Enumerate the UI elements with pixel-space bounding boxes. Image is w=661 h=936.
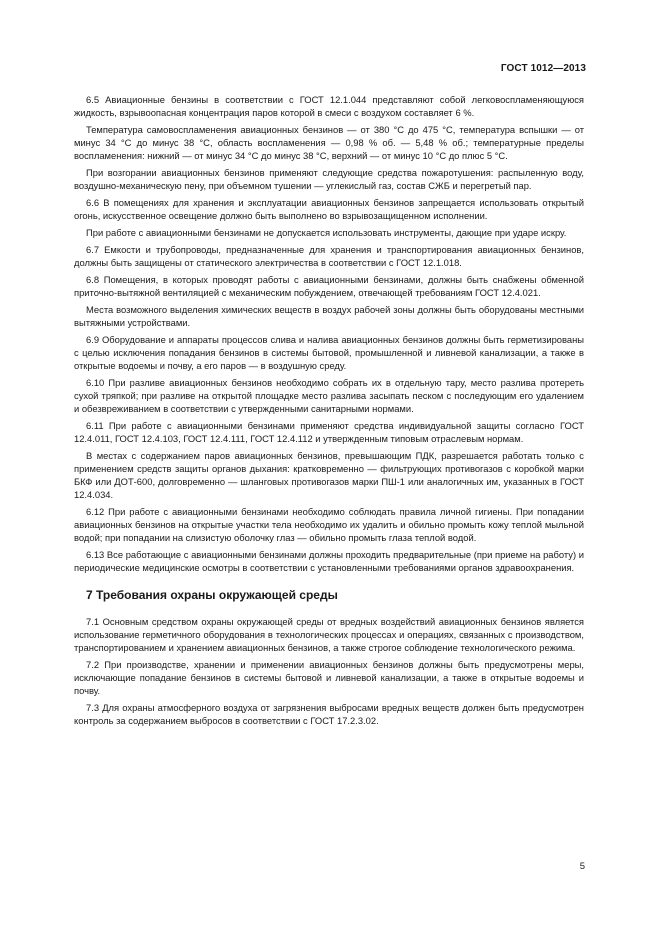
paragraph-6-7: 6.7 Емкости и трубопроводы, предназначенные для хранения и транспортирования авиационных бензинов, должны быть защищены от статического электричества в соответствии с ГОСТ 12.1.018. (74, 244, 584, 268)
section-7-heading: 7 Требования охраны окружающей среды (86, 588, 338, 602)
paragraph-6-6: 6.6 В помещениях для хранения и эксплуатации авиационных бензинов запрещается использовать открытый огонь, искусственное освещение должно быть выполнено во взрывозащищенном исполнении. (74, 197, 584, 221)
document-body (74, 93, 584, 731)
paragraph-7-3: 7.3 Для охраны атмосферного воздуха от загрязнения выбросами вредных веществ должен быть предусмотрен контроль за содержанием выбросов в соответствии с ГОСТ 17.2.3.02. (74, 702, 584, 726)
paragraph-6-10: 6.10 При разливе авиационных бензинов необходимо собрать их в отдельную тару, место разлива протереть сухой тряпкой; при разливе на открытой площадке место разлива засыпать песком с последующим его удалением и обезвреживанием в соответствии с утвержденными санитарными нормами. (74, 377, 584, 414)
paragraph-6-12: 6.12 При работе с авиационными бензинами необходимо соблюдать правила личной гигиены. При попадании авиационных бензинов на открытые участки тела необходимо их удалить и обильно промыть кожу теплой мыльной водой; при попадании на слизистую оболочку глаз — обильно промыть глаза теплой водой. (74, 506, 584, 543)
paragraph-respirators: В местах с содержанием паров авиационных бензинов, превышающим ПДК, разрешается работать только с применением средств защиты органов дыхания: кратковременно — фильтрующих противогазов с коробкой марки БКФ или ДОТ-600, долговременно — шланговых противогазов марки ПШ-1 или аналогичных им, указанных в ГОСТ 12.4.034. (74, 450, 584, 500)
paragraph-fire-extinguishing: При возгорании авиационных бензинов применяют следующие средства пожаротушения: распыленную воду, воздушно-механическую пену, при объемном тушении — углекислый газ, состав СЖБ и перегретый пар. (74, 167, 584, 191)
paragraph-6-5: 6.5 Авиационные бензины в соответствии с ГОСТ 12.1.044 представляют собой легковоспламеняющуюся жидкость, взрывоопасная концентрация паров которой в смеси с воздухом составляет 6 %. (74, 94, 584, 118)
paragraph-7-2: 7.2 При производстве, хранении и применении авиационных бензинов должны быть предусмотрены меры, исключающие попадание бензинов в системы бытовой и ливневой канализации, а также в открытые водоемы и почву. (74, 659, 584, 696)
paragraph-6-13: 6.13 Все работающие с авиационными бензинами должны проходить предварительные (при приеме на работу) и периодические медицинские осмотры в соответствии с установленными требованиями органов здравоохранения. (74, 549, 584, 573)
paragraph-7-1: 7.1 Основным средством охраны окружающей среды от вредных воздействий авиационных бензинов является использование герметичного оборудования в технологических процессах и операциях, связанных с производством, транспортированием и хранением авиационных бензинов, а также строгое соблюдение технологического режима. (74, 616, 584, 653)
paragraph-tools: При работе с авиационными бензинами не допускается использовать инструменты, дающие при ударе искру. (86, 227, 567, 238)
paragraph-6-8: 6.8 Помещения, в которых проводят работы с авиационными бензинами, должны быть снабжены обменной приточно-вытяжной вентиляцией с механическим побуждением, отвечающей требованиям ГОСТ 12.4.021. (74, 274, 584, 298)
paragraph-6-11: 6.11 При работе с авиационными бензинами применяют средства индивидуальной защиты согласно ГОСТ 12.4.011, ГОСТ 12.4.103, ГОСТ 12.4.111, ГОСТ 12.4.112 и утвержденным типовым отраслевым нормам. (74, 420, 584, 444)
page-number: 5 (579, 861, 585, 872)
document-header: ГОСТ 1012—2013 (500, 63, 586, 74)
paragraph-autoignition: Температура самовоспламенения авиационных бензинов — от 380 °С до 475 °С, температура вспышки — от минус 34 °С до минус 38 °С, область воспламенения — 0,98 % об. — 5,48 % об.; температурные пределы воспламенения: нижний — от минус 34 °С до минус 38 °С, верхний — от минус 10 °С до плюс 5 °С. (74, 124, 584, 161)
paragraph-exhaust: Места возможного выделения химических веществ в воздух рабочей зоны должны быть оборудованы местными вытяжными устройствами. (74, 304, 584, 328)
paragraph-6-9: 6.9 Оборудование и аппараты процессов слива и налива авиационных бензинов должны быть герметизированы с целью исключения попадания бензинов в системы бытовой, промышленной и ливневой канализации, а также в открытые водоемы и почву, а его паров — в воздушную среду. (74, 334, 584, 371)
